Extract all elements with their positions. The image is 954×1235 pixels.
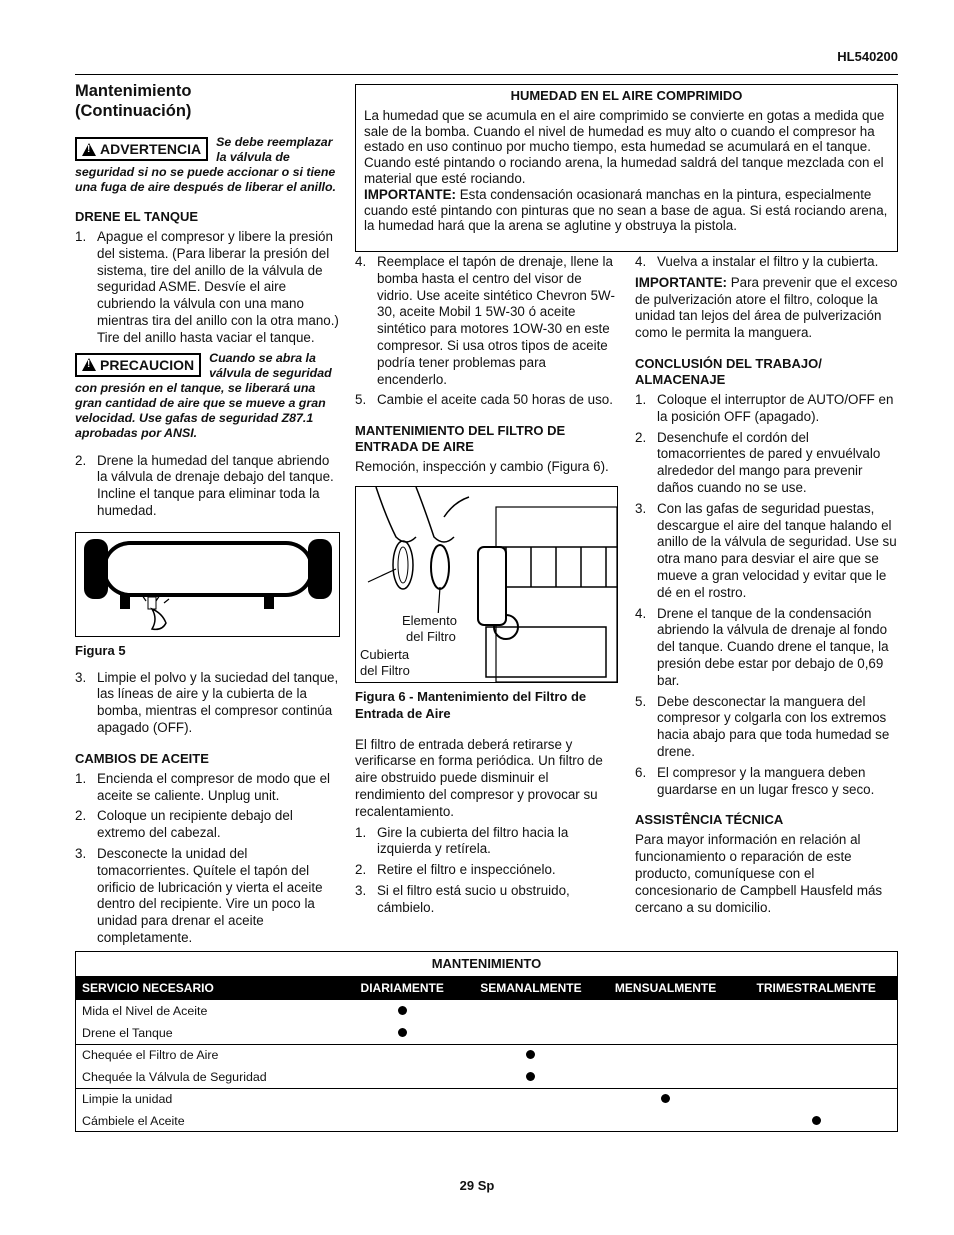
column-header: TRIMESTRALMENTE (756, 980, 876, 995)
frequency-cell (466, 1047, 596, 1064)
warning-badge (75, 137, 208, 161)
section-title (75, 82, 340, 121)
drene-heading: DRENE EL TANQUE (75, 209, 199, 224)
list-item (635, 694, 898, 761)
list-number: 3. (635, 500, 647, 516)
list-number: 6. (635, 764, 647, 780)
list-item (355, 392, 617, 409)
humidity-notice-box (355, 84, 898, 252)
list-number: 3. (75, 845, 87, 861)
list-item (635, 392, 898, 426)
aceite-heading: CAMBIOS DE ACEITE (75, 750, 209, 766)
list-text: Coloque el interruptor de AUTO/OFF en la posición OFF (apagado). (657, 391, 894, 424)
table-row (76, 1110, 897, 1132)
frequency-cell (466, 1069, 596, 1086)
list-text: Drene el tanque de la condensación abriendo la válvula de drenaje al fondo del tanque. Cuando drene el tanque, la presión debe estar por debajo de 0,69 bar. (657, 605, 889, 688)
aceite-list-continued (355, 254, 617, 409)
list-text: Desenchufe el cordón del tomacorrientes de pared y envuélvalo alrededor del mango para prevenir daños cuando no se use. (657, 429, 881, 495)
filtro-list (355, 825, 617, 917)
asistencia-text: Para mayor información en relación al funcionamiento o reparación de este producto, comuníquese con el concesionario de Campbell Hausfeld más cercano a su domicilio. (635, 832, 883, 915)
filtro-intro: Remoción, inspección y cambio (Figura 6). (355, 459, 609, 475)
list-item (75, 670, 340, 737)
figure-5-tank-illustration (75, 532, 340, 637)
column-header: SEMANALMENTE (480, 980, 582, 995)
list-text: Vuelva a instalar el filtro y la cubierta. (657, 254, 879, 269)
list-text: Apague el compresor y libere la presión del sistema. (Para liberar la presión del sistema, tire del anillo de la válvula de seguridad ASME. Desvíe el aire cubriendo la válvula con una mano mientras tira del anillo con la otra mano.) Tire del anillo hasta vaciar el tanque. (97, 229, 339, 345)
table-body (76, 1000, 897, 1132)
document-code: HL540200 (837, 49, 898, 64)
check-dot-icon (526, 1072, 535, 1081)
list-text: Reemplace el tapón de drenaje, llene la bomba hasta el centro del visor de vidrio. Use aceite sintético Chevron 5W-30, aceite Mobil 1 5W-30 ó aceite sintético para motores 1OW-30 en este compresor. Si usa otros tipos de aceite podría tener problemas para encenderlo. (377, 254, 615, 387)
list-text: Retire el filtro e inspecciónelo. (377, 862, 556, 878)
list-item (75, 229, 340, 347)
frequency-cell (596, 1091, 736, 1108)
list-text: El compresor y la manguera deben guardarse en un lugar fresco y seco. (657, 764, 875, 797)
warning-triangle-icon (82, 358, 96, 371)
warning-advertencia (75, 135, 340, 195)
table-title: MANTENIMIENTO (431, 956, 542, 971)
table-row (76, 1000, 897, 1022)
top-divider (75, 74, 898, 75)
table-header-row (76, 976, 897, 1000)
section-title-line2: (Continuación) (75, 101, 192, 120)
list-item (635, 765, 898, 799)
check-dot-icon (812, 1116, 821, 1125)
list-text: Limpie el polvo y la suciedad del tanque, las líneas de aire y la cubierta de la bomba, mientras el compresor continúa apagado (OFF). (97, 669, 339, 735)
conclusion-list (635, 392, 898, 798)
important-label: IMPORTANTE: (364, 186, 456, 202)
service-cell: Drene el Tanque (82, 1025, 173, 1040)
filtro-heading: MANTENIMIENTO DEL FILTRO DE ENTRADA DE AIRE (355, 423, 566, 455)
list-item (355, 862, 617, 879)
frequency-cell (735, 1113, 897, 1130)
drene-list-end (75, 670, 340, 737)
list-number: 1. (355, 824, 367, 840)
frequency-cell (338, 1025, 466, 1042)
list-number: 5. (635, 693, 647, 709)
list-item (75, 846, 340, 947)
caution-text: Cuando se abra la válvula de seguridad con presión en el tanque, se liberará una gran cantidad de aire que se mueve a gran velocidad. Use gafas de seguridad Z87.1 aprobadas por ANSI. (75, 350, 332, 440)
list-number: 1. (75, 770, 87, 786)
table-row (76, 1088, 897, 1110)
list-item (635, 501, 898, 602)
list-number: 2. (75, 452, 87, 468)
list-text: Cambie el aceite cada 50 horas de uso. (377, 392, 613, 408)
table-row (76, 1066, 897, 1088)
list-number: 2. (75, 808, 87, 824)
filtro-list-continued (635, 254, 898, 271)
check-dot-icon (526, 1050, 535, 1059)
service-cell: Mida el Nivel de Aceite (82, 1003, 208, 1018)
list-number: 1. (635, 391, 647, 407)
list-text: Si el filtro está sucio u obstruido, cámbielo. (377, 882, 570, 915)
service-cell: Chequée el Filtro de Aire (82, 1048, 219, 1063)
section-title-line1: Mantenimiento (75, 82, 192, 100)
list-number: 2. (355, 862, 367, 878)
list-text: Coloque un recipiente debajo del extremo del cabezal. (97, 808, 293, 841)
page-number: 29 Sp (459, 1178, 495, 1193)
warning-text: Se debe reemplazar la válvula de seguridad si no se puede accionar o si tiene una fuga de aire después de liberar el anillo. (75, 135, 336, 194)
aceite-list (75, 771, 340, 947)
list-number: 1. (75, 229, 87, 244)
list-item (635, 606, 898, 690)
list-item (75, 808, 340, 842)
list-text: Encienda el compresor de modo que el aceite se caliente. Unplug unit. (97, 770, 330, 803)
service-cell: Chequée la Válvula de Seguridad (82, 1069, 267, 1084)
humidity-title: HUMEDAD EN EL AIRE COMPRIMIDO (510, 88, 743, 103)
label-filter-element-line2: del Filtro (406, 628, 456, 644)
warning-precaucion (75, 351, 340, 441)
list-item (75, 453, 340, 520)
table-row (76, 1022, 897, 1044)
important-text: Para prevenir que el exceso de pulverización atore el filtro, coloque la unidad tan lejos del área de pulverización como le permita la manguera. (635, 274, 898, 341)
frequency-cell (338, 1003, 466, 1020)
label-filter-element-line1: Elemento (402, 612, 457, 628)
column-middle (355, 254, 617, 921)
filtro-important (635, 275, 898, 342)
list-number: 2. (635, 429, 647, 445)
list-item (355, 883, 617, 917)
list-number: 3. (75, 669, 87, 685)
important-label: IMPORTANTE: (635, 274, 727, 290)
humidity-important (364, 187, 889, 234)
service-cell: Cámbiele el Aceite (82, 1113, 185, 1128)
list-item (355, 825, 617, 859)
list-item (635, 430, 898, 497)
figure-6-filter-illustration (355, 486, 618, 683)
drene-list (75, 229, 340, 347)
maintenance-table (75, 951, 898, 1132)
column-right (635, 254, 898, 916)
caution-badge (75, 353, 201, 377)
list-text: Desconecte la unidad del tomacorrientes. Quítele el tapón del orificio de lubricación y vierta el aceite dentro del recipiente. Vire un poco la unidad para drenar el aceite completamente. (97, 845, 323, 945)
filtro-paragraph: El filtro de entrada deberá retirarse y verificarse en forma periódica. Un filtro de aire obstruido puede disminuir el rendimiento del compresor y provocar su recalentamiento. (355, 736, 603, 819)
list-item (75, 771, 340, 805)
list-number: 4. (635, 605, 647, 621)
check-dot-icon (661, 1094, 670, 1103)
list-number: 4. (355, 254, 367, 269)
column-left (75, 82, 340, 951)
list-number: 4. (635, 254, 647, 269)
list-item (355, 254, 617, 388)
figure-5-caption: Figura 5 (75, 642, 126, 658)
label-filter-cover-line1: Cubierta (360, 646, 410, 662)
list-item (635, 254, 898, 271)
figure-6-caption: Figura 6 - Mantenimiento del Filtro de Entrada de Aire (355, 688, 587, 721)
tank-drawing (76, 533, 339, 636)
table-row (76, 1044, 897, 1066)
list-number: 3. (355, 882, 367, 898)
check-dot-icon (398, 1006, 407, 1015)
column-header: SERVICIO NECESARIO (82, 980, 214, 995)
conclusion-heading: CONCLUSIÓN DEL TRABAJO/ ALMACENAJE (635, 355, 822, 387)
important-text: Esta condensación ocasionará manchas en la pintura, especialmente cuando esté pintando con pinturas que no sean a base de agua. Si está rociando arena, la humedad hará que la arena se aglutine y obstruya la pistola. (364, 186, 888, 234)
column-header: DIARIAMENTE (360, 980, 444, 995)
label-filter-element (402, 613, 457, 645)
warning-triangle-icon (82, 143, 96, 156)
list-text: Debe desconectar la manguera del compresor y colgarla con los extremos hacia abajo para que toda humedad se drene. (657, 693, 890, 759)
caution-badge-label: PRECAUCION (100, 356, 195, 373)
column-header: MENSUALMENTE (614, 980, 717, 995)
service-cell: Limpie la unidad (82, 1092, 173, 1107)
check-dot-icon (398, 1028, 407, 1037)
label-filter-cover (360, 647, 410, 679)
list-number: 5. (355, 392, 367, 408)
list-text: Drene la humedad del tanque abriendo la válvula de drenaje debajo del tanque. Incline el tanque para eliminar toda la humedad. (97, 452, 334, 518)
asistencia-heading: ASSISTÊNCIA TÉCNICA (635, 812, 784, 828)
drene-list-continued (75, 453, 340, 520)
warning-badge-label: ADVERTENCIA (100, 141, 202, 157)
label-filter-cover-line2: del Filtro (360, 662, 410, 678)
list-text: Gire la cubierta del filtro hacia la izquierda y retírela. (377, 824, 569, 857)
list-text: Con las gafas de seguridad puestas, descargue el aire del tanque halando el anillo de la válvula de seguridad. Use su otra mano para desviar el aire que se mueve a gran velocidad y evitar que le dé en el rostro. (657, 500, 897, 600)
humidity-paragraph: La humedad que se acumula en el aire comprimido se convierte en gotas a medida que sale de la bomba. Cuando el nivel de humedad es muy alto o cuando el compresor ha estado en uso continuo por mucho tiempo, esta humedad se acumulará en el tanque. Cuando esté pintando o rociando arena, la humedad saldrá del tanque mezclada con el material que esté rociando. (364, 107, 885, 186)
